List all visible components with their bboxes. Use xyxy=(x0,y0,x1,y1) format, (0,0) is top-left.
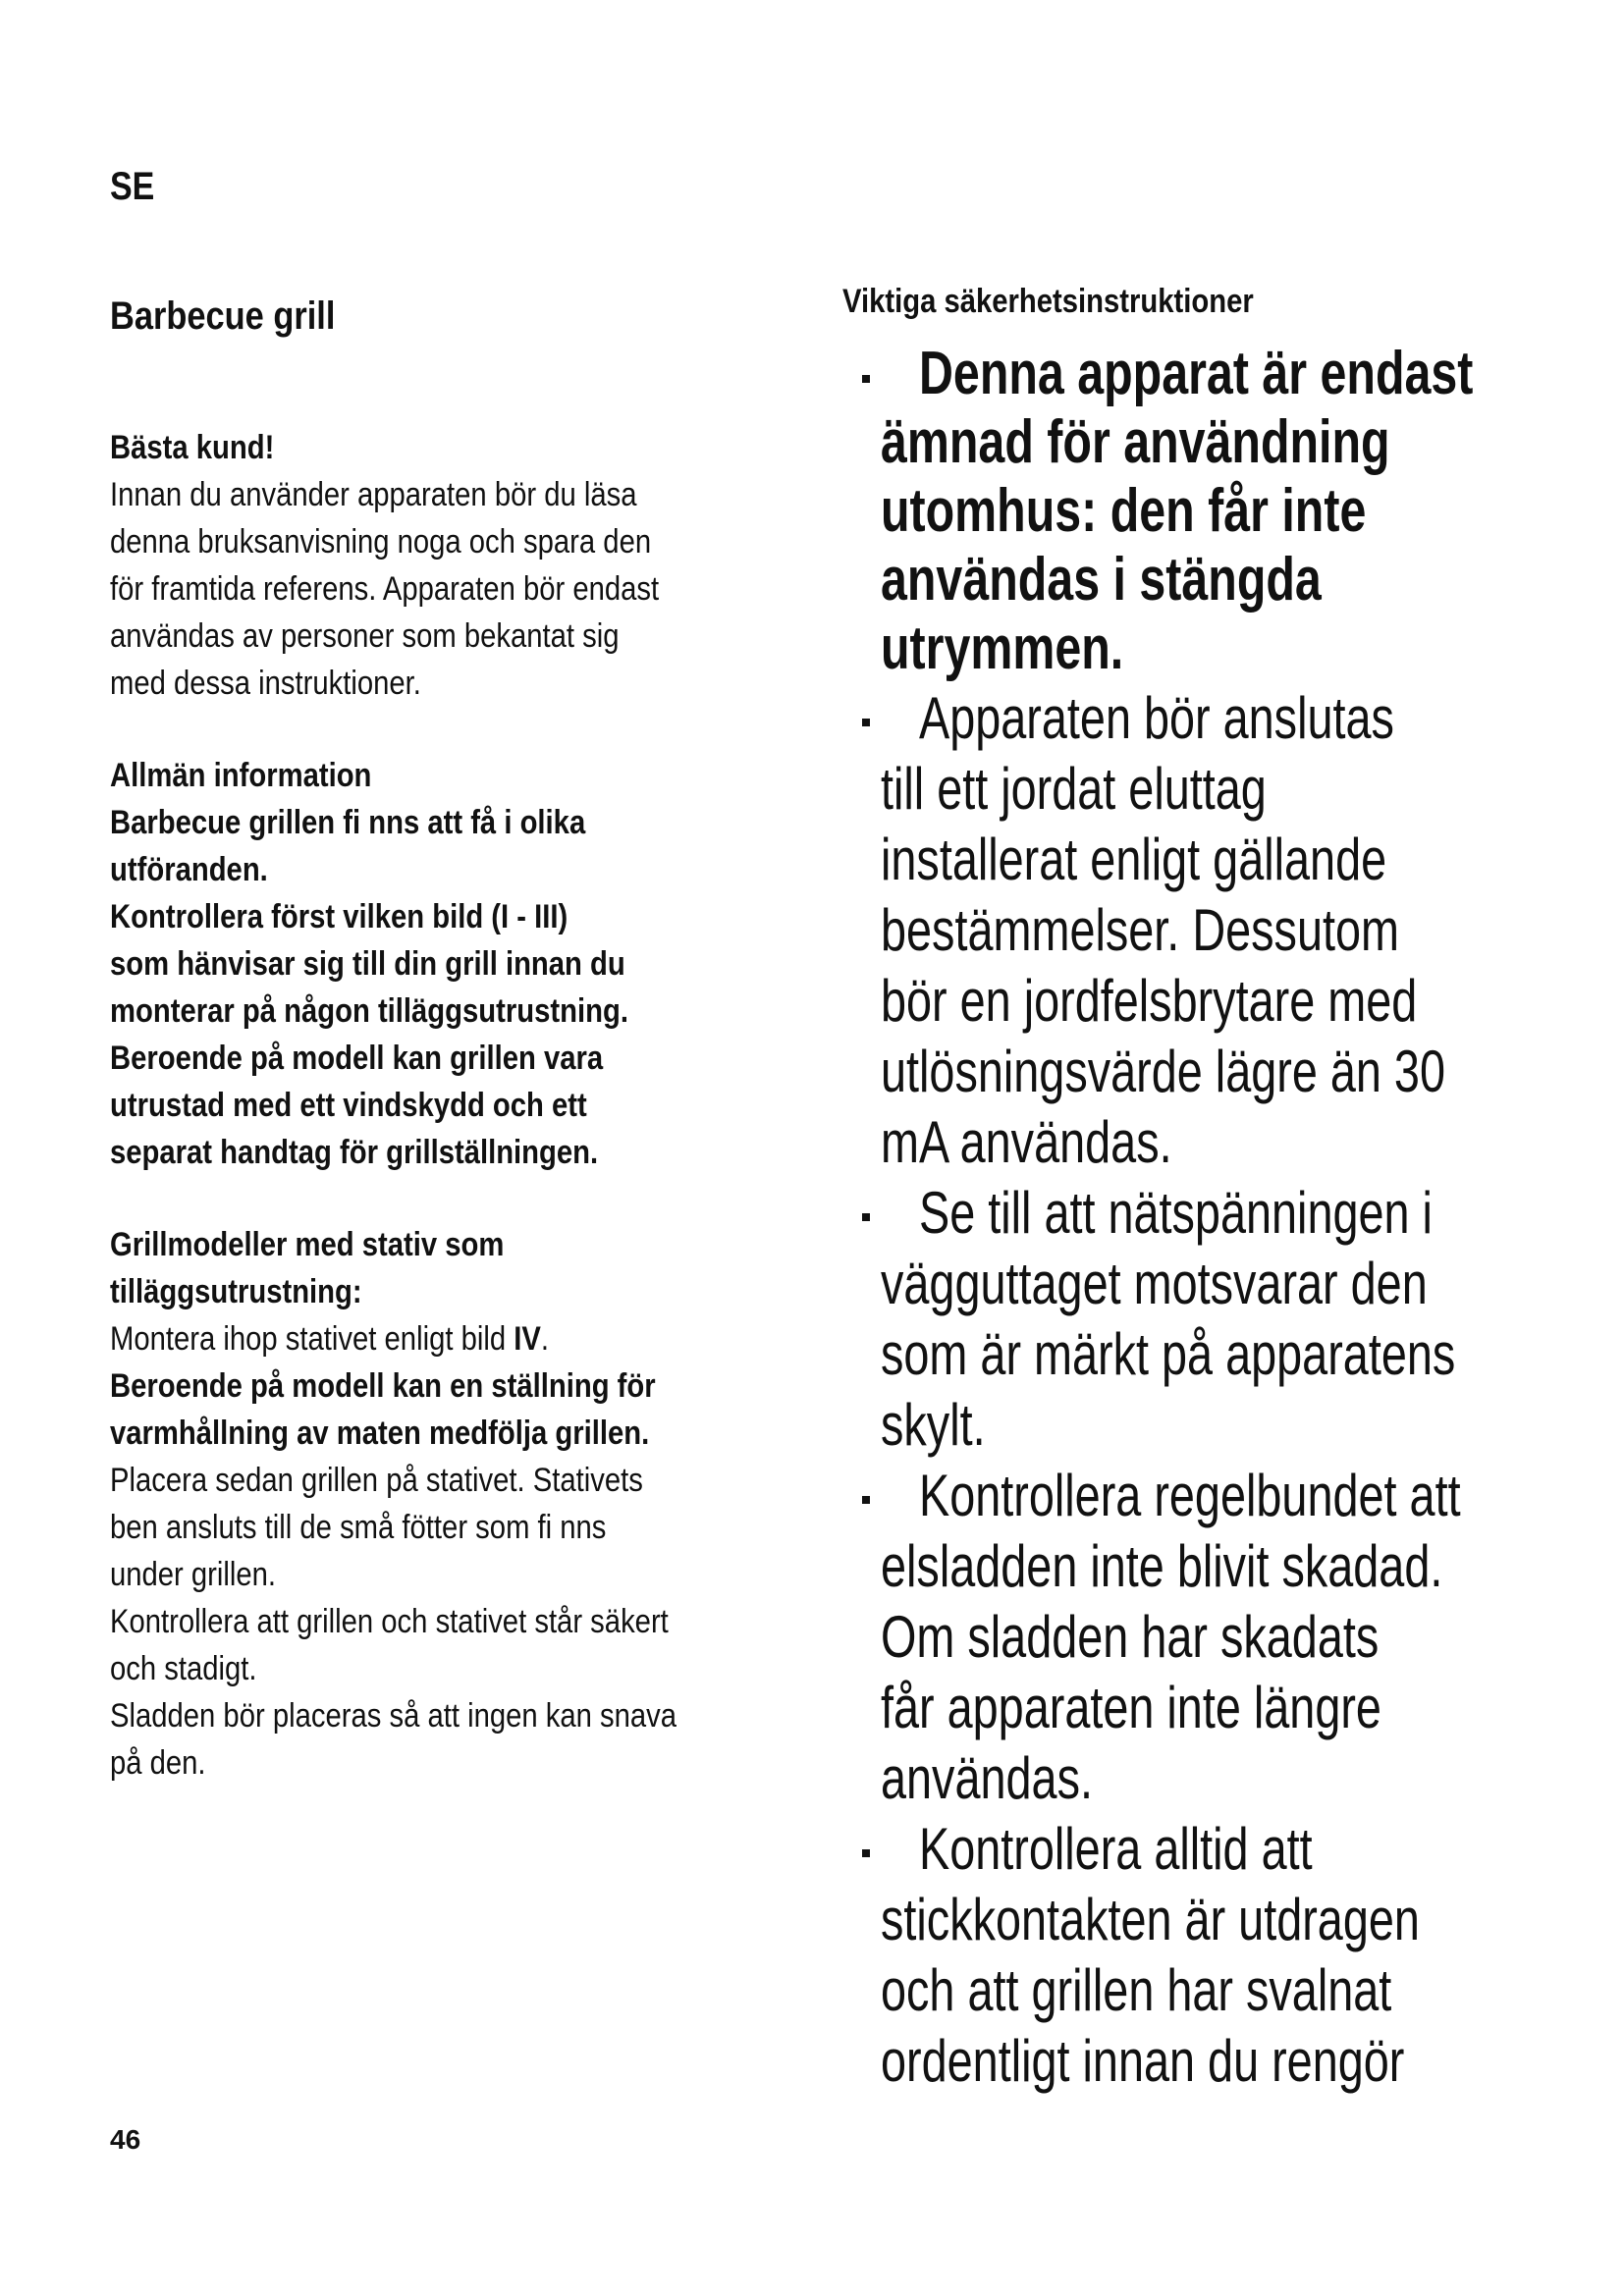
safety-heading: Viktiga säkerhetsinstruktioner xyxy=(842,283,1254,320)
language-code: SE xyxy=(110,165,155,208)
stand-assembly-period: . xyxy=(540,1320,549,1358)
safety-bullet-text: Apparaten bör anslutas till ett jordat eluttag installerat enligt gällande bestämmelser. Dessutom bör en jordfelsbrytare med utlösningsvärde lägre än 30 mA användas. xyxy=(881,685,1445,1175)
stand-assembly-text xyxy=(110,1315,815,1362)
safety-bullet xyxy=(842,1178,1569,1461)
safety-bullet-text: Kontrollera regelbundet att elsladden inte blivit skadad. Om sladden har skadats får apparaten inte längre användas. xyxy=(881,1463,1461,1811)
general-info-text: Barbecue grillen fi nns att få i olika utföranden. Kontrollera först vilken bild (I - III) som hänvisar sig till din grill innan du monterar på någon tilläggsutrustning. Beroende på modell kan grillen vara utrustad med ett vindskydd och ett separat handtag för grillställningen. xyxy=(110,804,628,1171)
page-number: 46 xyxy=(110,2124,141,2155)
stand-models-heading: Grillmodeller med stativ som tilläggsutrustning: xyxy=(110,1226,505,1310)
safety-bullet-text: Kontrollera alltid att stickkontakten är utdragen och att grillen har svalnat ordentligt innan du rengör xyxy=(881,1816,1420,2094)
safety-bullet xyxy=(842,683,1569,1178)
safety-bullet-text: Denna apparat är endast ämnad för användning utomhus: den får inte användas i stängda utrymmen. xyxy=(881,340,1474,682)
stand-assembly-sentence: Montera ihop stativet enligt bild xyxy=(110,1320,514,1358)
safety-bullet xyxy=(842,1814,1569,2097)
safety-bullet-text: Se till att nätspänningen i vägguttaget motsvarar den som är märkt på apparatens skylt. xyxy=(881,1180,1456,1458)
left-column xyxy=(110,293,817,1787)
right-column xyxy=(842,279,1569,2097)
intro-paragraph: Innan du använder apparaten bör du läsa denna bruksanvisning noga och spara den för framtida referens. Apparaten bör endast användas av personer som bekantat sig med dessa instruktioner. xyxy=(110,476,660,702)
general-info-heading: Allmän information xyxy=(110,757,372,794)
document-title: Barbecue grill xyxy=(110,294,336,338)
figure-reference: IV xyxy=(514,1320,541,1358)
warming-rack-note: Beroende på modell kan en ställning för varmhållning av maten medfölja grillen. xyxy=(110,1367,656,1452)
safety-bullet xyxy=(842,340,1569,683)
greeting: Bästa kund! xyxy=(110,429,275,466)
safety-bullet xyxy=(842,1461,1569,1814)
stand-placement-text: Placera sedan grillen på stativet. Stativets ben ansluts till de små fötter som fi nns under grillen. Kontrollera att grillen och stativet står säkert och stadigt. Sladden bör placeras så att ingen kan snava på den. xyxy=(110,1462,677,1782)
